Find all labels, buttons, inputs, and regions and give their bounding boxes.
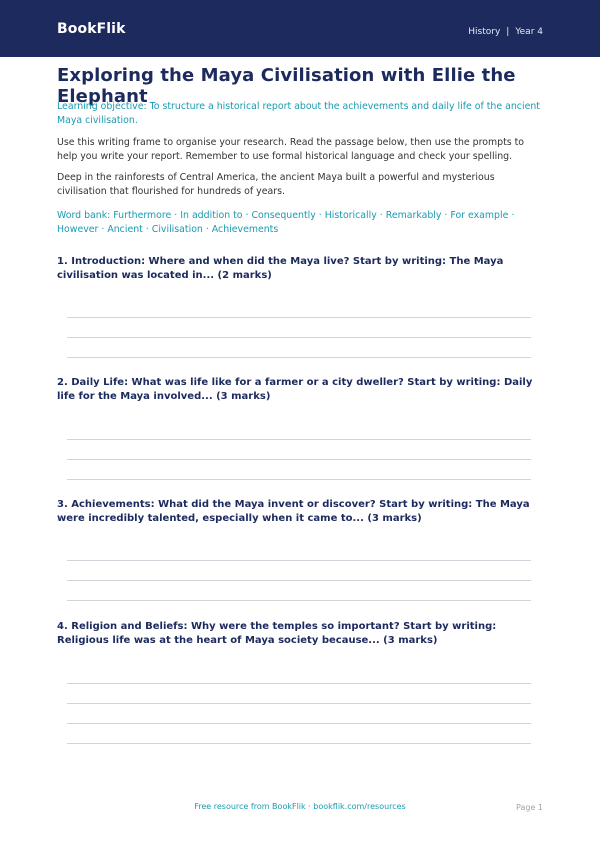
word-bank: Word bank: Furthermore · In addition to · Consequently · Historically · Remarkably · For example · However · Ancient · Civilisation · Achievements: [57, 210, 515, 235]
meta-separator: |: [506, 27, 510, 37]
answer-line[interactable]: [67, 723, 531, 724]
answer-line[interactable]: [67, 337, 531, 338]
answer-line[interactable]: [67, 743, 531, 744]
passage-paragraph: Deep in the rainforests of Central America, the ancient Maya built a powerful and mysterious civilisation that flourished for hundreds of years.: [57, 172, 495, 197]
answer-line[interactable]: [67, 317, 531, 318]
page-title: Exploring the Maya Civilisation with Ellie the Elephant: [57, 65, 516, 107]
answer-line[interactable]: [67, 580, 531, 581]
subject-label: History: [468, 27, 501, 37]
instructions-paragraph: Use this writing frame to organise your research. Read the passage below, then use the prompts to help you write your report. Remember to use formal historical language and check your spelling.: [57, 137, 525, 162]
header-bar: [0, 0, 600, 57]
question-3: 3. Achievements: What did the Maya invent or discover? Start by writing: The Maya were incredibly talented, especially when it came to... (3 marks): [57, 499, 530, 524]
question-2: 2. Daily Life: What was life like for a farmer or a city dweller? Start by writing: Daily life for the Maya involved... (3 marks): [57, 377, 533, 402]
answer-line[interactable]: [67, 560, 531, 561]
answer-line[interactable]: [67, 357, 531, 358]
footer-credit[interactable]: Free resource from BookFlik · bookflik.com/resources: [194, 802, 406, 811]
brand-logo[interactable]: BookFlik: [57, 21, 126, 37]
year-label: Year 4: [515, 27, 543, 37]
question-4: 4. Religion and Beliefs: Why were the temples so important? Start by writing: Religious life was at the heart of Maya society because... (3 marks): [57, 621, 497, 646]
answer-line[interactable]: [67, 703, 531, 704]
answer-line[interactable]: [67, 479, 531, 480]
page-number: Page 1: [516, 803, 543, 812]
answer-line[interactable]: [67, 600, 531, 601]
learning-objective: Learning objective: To structure a historical report about the achievements and daily life of the ancient Maya civilisation.: [57, 101, 540, 126]
question-1: 1. Introduction: Where and when did the Maya live? Start by writing: The Maya civilisation was located in... (2 marks): [57, 256, 504, 281]
answer-line[interactable]: [67, 459, 531, 460]
answer-line[interactable]: [67, 439, 531, 440]
header-meta: [468, 27, 543, 37]
answer-line[interactable]: [67, 683, 531, 684]
